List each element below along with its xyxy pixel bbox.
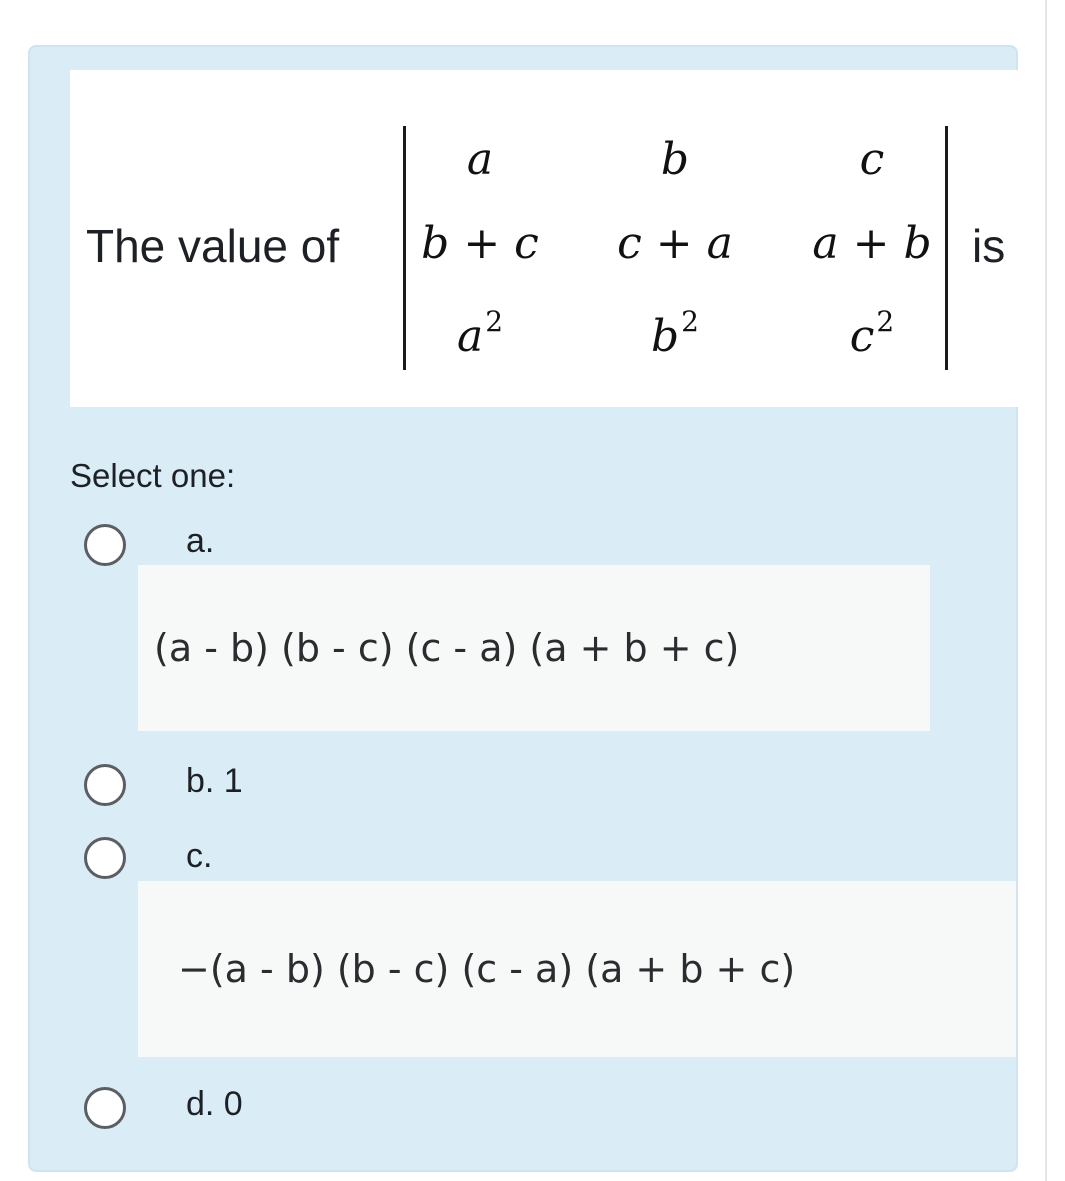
- option-b-label[interactable]: b. 1: [186, 762, 243, 800]
- option-c-radio[interactable]: [84, 837, 126, 879]
- matrix-cell-r1c1: a: [466, 134, 494, 185]
- option-d-label[interactable]: d. 0: [186, 1085, 243, 1123]
- option-a-letter[interactable]: a.: [186, 522, 215, 560]
- question-card: [28, 45, 1018, 1172]
- select-one-label: Select one:: [70, 457, 236, 494]
- option-c-answer[interactable]: [138, 881, 1016, 1057]
- matrix-cell-r1c2: b: [660, 134, 690, 185]
- option-d-radio[interactable]: [84, 1087, 126, 1129]
- question-stem: [70, 70, 1022, 407]
- matrix-cell-r3c2: $b^2$: [651, 305, 699, 362]
- option-a-answer[interactable]: [138, 565, 930, 731]
- option-a-radio[interactable]: [84, 524, 126, 566]
- matrix-cell-r2c2: c + a: [617, 218, 733, 269]
- option-c-letter[interactable]: c.: [186, 837, 213, 875]
- option-a-answer-text: (a - b) (b - c) (c - a) (a + b + c): [154, 626, 740, 670]
- matrix-cell-r3c1: $a^2$: [456, 305, 504, 362]
- matrix-cell-r2c3: a + b: [812, 218, 932, 269]
- matrix-cell-r2c1: b + c: [421, 218, 539, 269]
- matrix-cell-r3c3: $c^2$: [849, 305, 895, 362]
- matrix-cell-r1c3: c: [859, 134, 885, 185]
- stem-suffix-text: is: [972, 220, 1006, 272]
- option-c-answer-text: −(a - b) (b - c) (c - a) (a + b + c): [178, 947, 796, 991]
- option-b-radio[interactable]: [84, 764, 126, 806]
- page-right-divider: [1045, 0, 1047, 1181]
- stem-prefix-text: The value of: [86, 220, 340, 272]
